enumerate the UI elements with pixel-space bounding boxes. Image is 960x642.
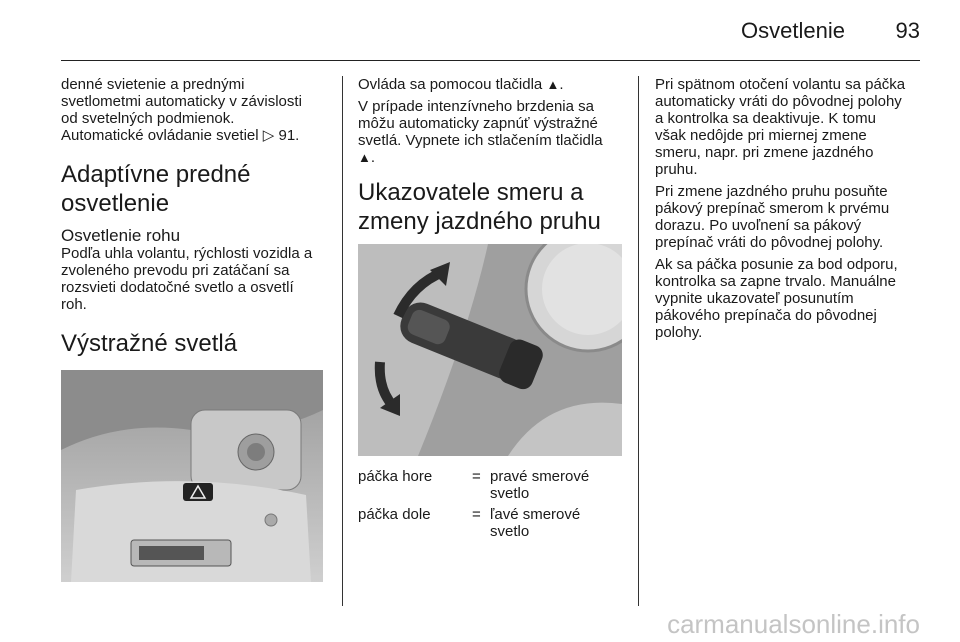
- heading-hazard-lights: Výstražné svetlá: [61, 330, 238, 357]
- legend-row: [358, 506, 626, 540]
- text-line: rozsvieti dodatočné svetlo a osvetlí: [61, 279, 294, 296]
- text-line: vypnite ukazovateľ posunutím: [655, 290, 854, 307]
- text-line: pákový prepínač smerom k prvému: [655, 200, 890, 217]
- emergency-braking-paragraph: V prípade intenzívneho brzdenia sa môžu automaticky zapnúť výstražné svetlá. Vypnete ich stlačením tlačidla ▲.: [358, 98, 626, 166]
- text-line: automaticky vráti do pôvodnej polohy: [655, 93, 902, 110]
- legend-row: [358, 468, 626, 502]
- cornering-paragraph: [61, 245, 329, 313]
- text-line: smeru, napr. pri zmene jazdného: [655, 144, 874, 161]
- heading-line: Adaptívne predné: [61, 161, 251, 188]
- text-line: Podľa uhla volantu, rýchlosti vozidla a: [61, 245, 313, 262]
- header-title: Osvetlenie: [741, 18, 845, 43]
- overhead-console-illustration: [61, 370, 323, 582]
- text-line: Ovláda sa pomocou tlačidla: [358, 76, 543, 93]
- text-line: kontrolka sa zapne trvalo. Manuálne: [655, 273, 896, 290]
- text-line: svetlá. Vypnete ich stlačením tlačidla: [358, 132, 603, 149]
- heading-adaptive-lighting: [61, 160, 329, 218]
- column-2: [358, 76, 626, 544]
- text-line: Pri spätnom otočení volantu sa páčka: [655, 76, 906, 93]
- legend-equals: =: [472, 506, 481, 523]
- column-divider: [638, 76, 639, 606]
- heading-cornering-light: Osvetlenie rohu: [61, 226, 181, 245]
- text-line: denné svietenie a prednými: [61, 76, 245, 93]
- text-line: môžu automaticky zapnúť výstražné: [358, 115, 598, 132]
- column-3: [655, 76, 927, 346]
- text-line: dorazu. Po uvoľnení sa pákový: [655, 217, 862, 234]
- hazard-triangle-icon: ▲: [358, 150, 371, 165]
- steering-return-paragraph: [655, 76, 927, 178]
- text-line: však nedôjde pri miernej zmene: [655, 127, 867, 144]
- legend-value: ľavé smerové svetlo: [490, 506, 581, 540]
- column-1: [61, 76, 329, 582]
- page-number: 93: [895, 18, 920, 43]
- hazard-triangle-icon: ▲: [546, 77, 560, 92]
- heading-turn-signals: [358, 178, 626, 236]
- column-divider: [342, 76, 343, 606]
- text-line: pákového prepínača do pôvodnej: [655, 307, 877, 324]
- text-line: pruhu.: [655, 161, 698, 178]
- legend-key: páčka dole: [358, 506, 431, 523]
- heading-line: zmeny jazdného pruhu: [358, 208, 601, 235]
- legend-value: pravé smerové svetlo: [490, 468, 590, 502]
- lever-legend: [358, 468, 626, 540]
- lane-change-paragraph: [655, 183, 927, 251]
- text-line: Ak sa páčka posunie za bod odporu,: [655, 256, 898, 273]
- watermark: carmanualsonline.info: [667, 609, 920, 639]
- permanent-signal-paragraph: [655, 256, 927, 341]
- text-line: Automatické ovládanie svetiel ▷ 91.: [61, 127, 300, 144]
- text-line: svetlometmi automaticky v závislosti: [61, 93, 302, 110]
- hazard-switch-image: [61, 370, 323, 582]
- heading-line: osvetlenie: [61, 190, 170, 217]
- header-rule: [61, 60, 920, 61]
- text-line: roh.: [61, 296, 87, 313]
- intro-paragraph: [61, 76, 329, 144]
- legend-equals: =: [472, 468, 481, 485]
- heading-line: Ukazovatele smeru a: [358, 179, 584, 206]
- text-line: V prípade intenzívneho brzdenia sa: [358, 98, 594, 115]
- legend-key: páčka hore: [358, 468, 433, 485]
- text-line: zvoleného prevodu pri zatáčaní sa: [61, 262, 290, 279]
- lever-illustration: [358, 244, 622, 456]
- text-line: Pri zmene jazdného pruhu posuňte: [655, 183, 888, 200]
- hazard-control-paragraph: Ovláda sa pomocou tlačidla ▲.: [358, 76, 564, 93]
- turn-signal-lever-image: [358, 244, 622, 456]
- text-line: a kontrolka sa deaktivuje. K tomu: [655, 110, 876, 127]
- text-line: od svetelných podmienok.: [61, 110, 235, 127]
- text-line: polohy.: [655, 324, 703, 341]
- text-line: prepínač vráti do pôvodnej polohy.: [655, 234, 884, 251]
